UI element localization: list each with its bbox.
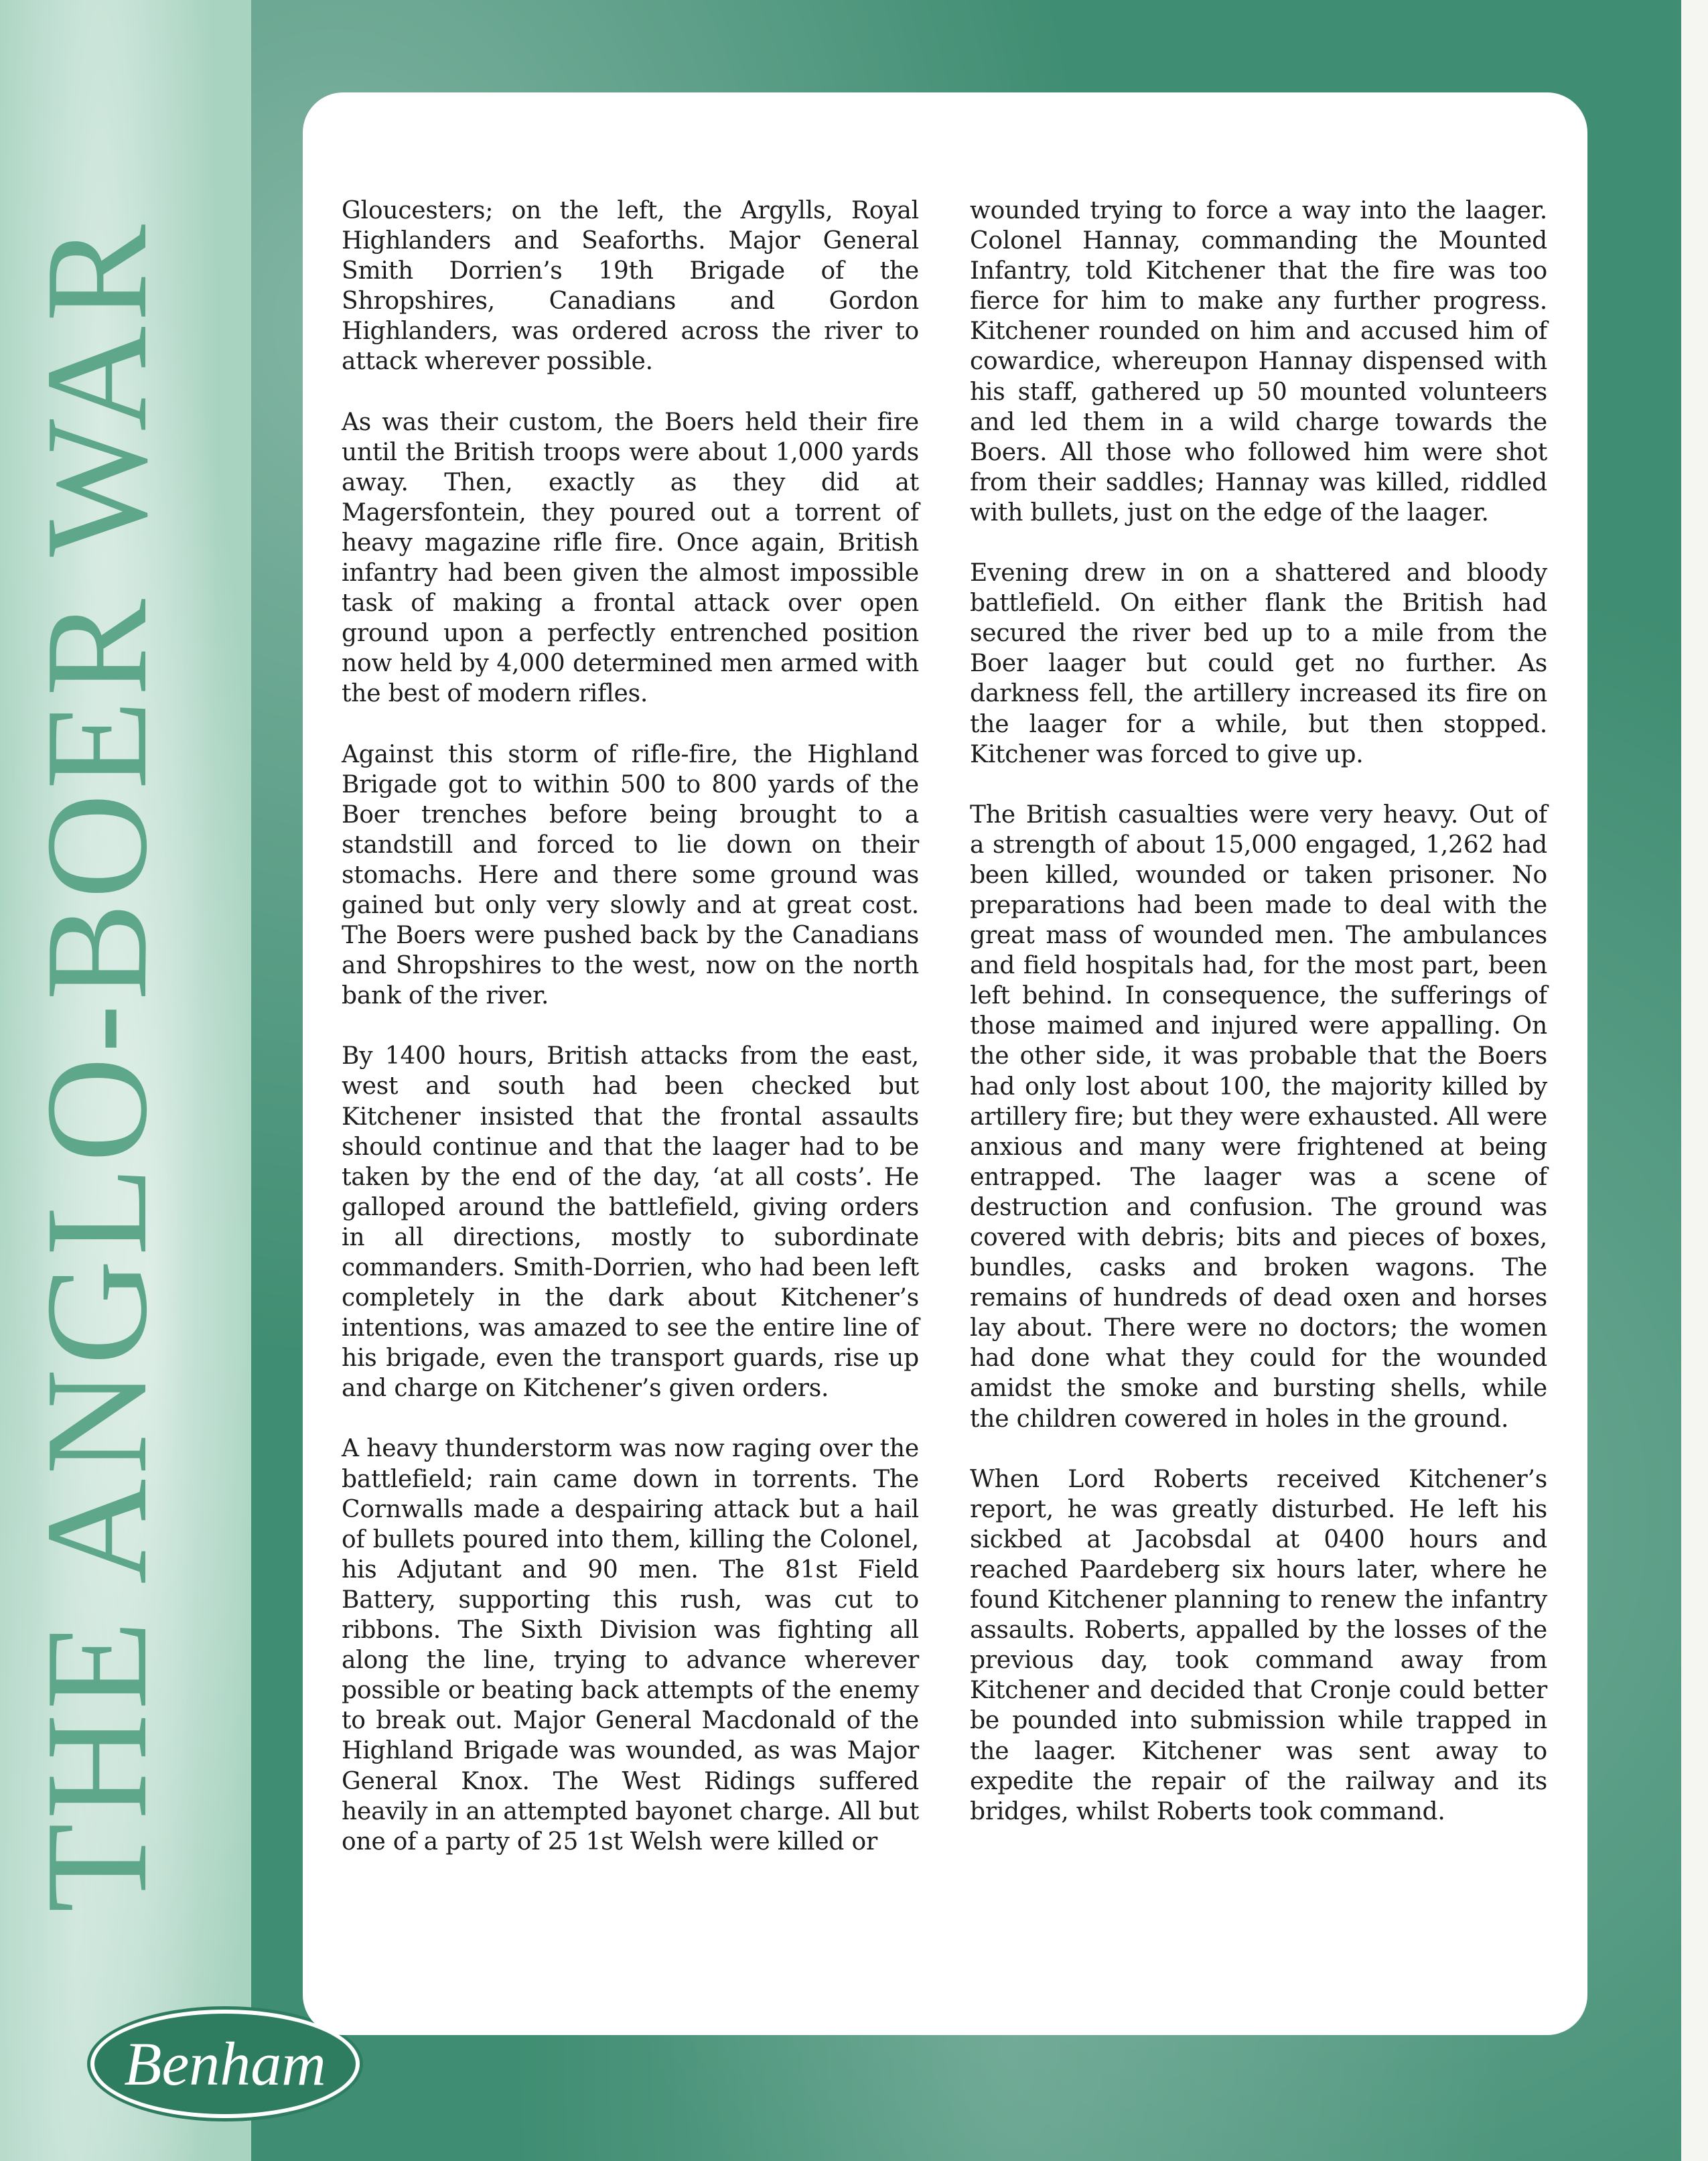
paragraph: Gloucesters; on the left, the Argylls, Royal Highlanders and Seaforths. Major General Smith Dorrien’s 19th Brigade of the Shropshires, Canadians and Gordon Highlanders, was ordered across the river to attack wherever possible.: [342, 197, 919, 376]
article-body: [342, 196, 1547, 1887]
page-edge: [1681, 0, 1708, 2161]
paragraph: By 1400 hours, British attacks from the east, west and south had been checked but Kitchener insisted that the frontal assaults should continue and that the laager had to be taken by the end of the day, ‘at all costs’. He galloped around the battlefield, giving orders in all directions, mostly to subordinate commanders. Smith-Dorrien, who had been left completely in the dark about Kitchener’s intentions, was amazed to see the entire line of his brigade, even the transport guards, rise up and charge on Kitchener’s given orders.: [342, 1042, 919, 1403]
paragraph: A heavy thunderstorm was now raging over the battlefield; rain came down in torrents. The Cornwalls made a despairing attack but a hail of bullets poured into them, killing the Colonel, his Adjutant and 90 men. The 81st Field Battery, supporting this rush, was cut to ribbons. The Sixth Division was fighting all along the line, trying to advance wherever possible or beating back attempts of the enemy to break out. Major General Macdonald of the Highland Brigade was wounded, as was Major General Knox. The West Ridings suffered heavily in an attempted bayonet charge. All but one of a party of 25 1st Welsh were killed or: [342, 1435, 919, 1856]
paragraph: Against this storm of rifle-fire, the Highland Brigade got to within 500 to 800 yards of the Boer trenches before being brought to a standstill and forced to lie down on their stomachs. Here and there some ground was gained but only very slowly and at great cost. The Boers were pushed back by the Canadians and Shropshires to the west, now on the north bank of the river.: [342, 740, 919, 1010]
paragraph: wounded trying to force a way into the laager. Colonel Hannay, commanding the Mounted Infantry, told Kitchener that the fire was too fierce for him to make any further progress. Kitchener rounded on him and accused him of cowardice, whereupon Hannay dispensed with his staff, gathered up 50 mounted volunteers and led them in a wild charge towards the Boers. All those who followed him were shot from their saddles; Hannay was killed, riddled with bullets, just on the edge of the laager.: [970, 197, 1547, 527]
logo-text: Benham: [124, 2030, 326, 2098]
left-column: [342, 196, 919, 1887]
vertical-title: THE ANGLO-BOER WAR: [16, 220, 177, 1913]
paragraph: As was their custom, the Boers held their fire until the British troops were about 1,000 yards away. Then, exactly as they did at Magersfontein, they poured out a torrent of heavy magazine rifle fire. Once again, British infantry had been given the almost impossible task of making a frontal attack over open ground upon a perfectly entrenched position now held by 4,000 determined men armed with the best of modern rifles.: [342, 408, 919, 708]
paragraph: Evening drew in on a shattered and bloody battlefield. On either flank the British had secured the river bed up to a mile from the Boer laager but could get no further. As darkness fell, the artillery increased its fire on the laager for a while, but then stopped. Kitchener was forced to give up.: [970, 559, 1547, 768]
paragraph: When Lord Roberts received Kitchener’s report, he was greatly disturbed. He left his sickbed at Jacobsdal at 0400 hours and reached Paardeberg six hours later, where he found Kitchener planning to renew the infantry assaults. Roberts, appalled by the losses of the previous day, took command away from Kitchener and decided that Cronje could better be pounded into submission while trapped in the laager. Kitchener was sent away to expedite the repair of the railway and its bridges, whilst Roberts took command.: [970, 1465, 1547, 1825]
paragraph: The British casualties were very heavy. Out of a strength of about 15,000 engaged, 1,262 had been killed, wounded or taken prisoner. No preparations had been made to deal with the great mass of wounded men. The ambulances and field hospitals had, for the most part, been left behind. In consequence, the sufferings of those maimed and injured were appalling. On the other side, it was probable that the Boers had only lost about 100, the majority killed by artillery fire; but they were exhausted. All were anxious and many were frightened at being entrapped. The laager was a scene of destruction and confusion. The ground was covered with debris; bits and pieces of boxes, bundles, casks and broken wagons. The remains of hundreds of dead oxen and horses lay about. There were no doctors; the women had done what they could for the wounded amidst the smoke and bursting shells, while the children cowered in holes in the ground.: [970, 800, 1547, 1433]
right-column: [970, 196, 1547, 1887]
